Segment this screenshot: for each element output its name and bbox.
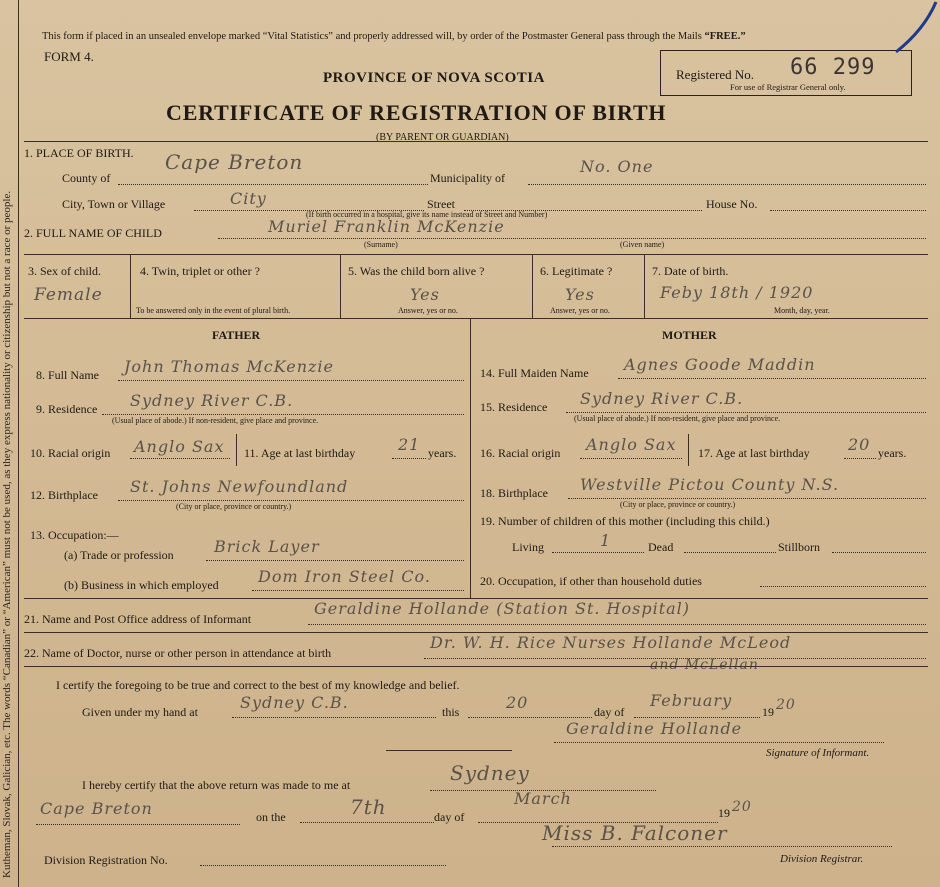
legit-label: 6. Legitimate ? (540, 264, 613, 278)
place-heading: 1. PLACE OF BIRTH. (24, 146, 134, 160)
mail-notice-text: This form if placed in an unsealed envelope marked “Vital Statistics” and properly addressed will, by order of the Postmaster General pass through the Mails (42, 31, 702, 42)
father-business-line (252, 590, 464, 591)
sex-value: Female (34, 285, 103, 305)
municipality-label: Municipality of (430, 171, 505, 185)
father-age-value: 21 (398, 435, 421, 454)
house-label: House No. (706, 197, 758, 211)
day-of-label: day of (594, 705, 625, 719)
mother-res-line (566, 412, 926, 413)
twin-label: 4. Twin, triplet or other ? (140, 264, 260, 278)
doctor-value-2: and McLellan (650, 657, 759, 673)
registered-note: For use of Registrar General only. (730, 82, 846, 92)
county-value: Cape Breton (165, 150, 304, 174)
father-trade-line (206, 560, 464, 561)
month-line (634, 717, 760, 718)
child-name-line (218, 238, 926, 239)
street-label: Street (427, 197, 455, 211)
father-birth-line (118, 500, 464, 501)
doctor-value: Dr. W. H. Rice Nurses Hollande McLeod (430, 633, 792, 652)
div-no-line (200, 865, 446, 866)
dead-line (684, 552, 776, 553)
father-res-value: Sydney River C.B. (130, 391, 294, 410)
registrar-year-prefix: 19 (718, 806, 730, 820)
father-birth-label: 12. Birthplace (30, 488, 98, 502)
registrar-signature: Miss B. Falconer (542, 821, 728, 845)
father-race-label: 10. Racial origin (30, 446, 111, 460)
father-name-value: John Thomas McKenzie (124, 357, 335, 376)
living-value: 1 (600, 531, 612, 550)
legit-note: Answer, yes or no. (550, 306, 610, 315)
stillborn-label: Stillborn (778, 540, 821, 554)
house-line (770, 210, 926, 211)
stillborn-line (832, 552, 926, 553)
this-label: this (442, 705, 460, 719)
on-the-label: on the (256, 810, 286, 824)
mother-age-value: 20 (848, 435, 871, 454)
registered-number: 66 299 (790, 55, 876, 80)
informant-signature: Geraldine Hollande (566, 719, 743, 738)
hospital-note: (If birth occurred in a hospital, give its name instead of Street and Number) (306, 210, 548, 219)
father-years-label: years. (428, 446, 457, 460)
mother-res-label: 15. Residence (480, 400, 548, 414)
father-age-line (392, 458, 426, 459)
father-birth-value: St. Johns Newfoundland (130, 477, 349, 496)
mother-res-note: (Usual place of abode.) If non-resident, give place and province. (574, 414, 781, 423)
child-name-value: Muriel Franklin McKenzie (268, 217, 505, 236)
father-business-value: Dom Iron Steel Co. (258, 567, 431, 586)
mother-res-value: Sydney River C.B. (580, 389, 744, 408)
dead-label: Dead (648, 540, 674, 554)
father-name-line (118, 380, 464, 381)
signature-label: Signature of Informant. (766, 747, 870, 759)
city-label: City, Town or Village (62, 197, 166, 211)
rule (24, 318, 928, 319)
mother-name-line (618, 378, 926, 379)
month-value: February (650, 691, 733, 710)
father-res-note: (Usual place of abode.) If non-resident, give place and province. (112, 416, 319, 425)
given-note: (Given name) (620, 240, 665, 249)
father-name-label: 8. Full Name (36, 368, 99, 382)
registrar-day-of: day of (434, 810, 465, 824)
mail-notice-free: “FREE.” (704, 31, 746, 42)
year-value: 20 (776, 697, 796, 713)
father-trade-label: (a) Trade or profession (64, 548, 174, 562)
informant-line (308, 624, 926, 625)
dob-value: Feby 18th / 1920 (660, 283, 814, 302)
child-name-label: 2. FULL NAME OF CHILD (24, 226, 162, 240)
registrar-month: March (514, 789, 572, 808)
div-no-label: Division Registration No. (44, 853, 168, 867)
year-prefix: 19 (762, 705, 774, 719)
day-value: 20 (506, 693, 529, 712)
father-age-label: 11. Age at last birthday (244, 446, 356, 460)
registrar-year: 20 (732, 799, 752, 815)
children-label: 19. Number of children of this mother (including this child.) (480, 514, 770, 528)
pen-mark (886, 0, 940, 60)
mother-occ-line (760, 586, 926, 587)
mail-notice (42, 30, 746, 44)
rule-short (386, 750, 512, 751)
dob-note: Month, day, year. (774, 306, 830, 315)
mother-age-line (844, 458, 876, 459)
mother-race-line (580, 458, 682, 459)
margin-note: Kutheman, Slovak, Galician, etc. The words “Canadian” or “American” must not be used, as they express nationality or citizenship but not a race or people. (1, 190, 13, 878)
parents-divider (470, 318, 471, 598)
legit-value: Yes (565, 285, 595, 304)
mother-years-label: years. (878, 446, 907, 460)
living-line (552, 552, 644, 553)
day-line (468, 717, 592, 718)
given-line (232, 717, 436, 718)
father-race-line (130, 458, 230, 459)
father-trade-value: Brick Layer (214, 537, 320, 556)
county-line (118, 184, 428, 185)
father-res-line (102, 414, 464, 415)
dob-label: 7. Date of birth. (652, 264, 729, 278)
twin-note: To be answered only in the event of plural birth. (136, 306, 291, 315)
divider (236, 434, 237, 466)
certify-text: I certify the foregoing to be true and correct to the best of my knowledge and belief. (56, 678, 460, 692)
sex-label: 3. Sex of child. (28, 264, 101, 278)
municipality-value: No. One (580, 157, 654, 176)
alive-value: Yes (410, 285, 440, 304)
rule (24, 141, 928, 142)
surname-note: (Surname) (364, 240, 398, 249)
father-birth-note: (City or place, province or country.) (176, 502, 292, 511)
municipality-line (528, 184, 926, 185)
margin-rule (18, 0, 19, 887)
certificate-subtitle: (BY PARENT OR GUARDIAN) (376, 132, 509, 143)
alive-label: 5. Was the child born alive ? (348, 264, 485, 278)
registrar-county-line (36, 824, 240, 825)
registrar-day: 7th (350, 795, 387, 819)
mother-birth-label: 18. Birthplace (480, 486, 548, 500)
div-registrar-label: Division Registrar. (780, 853, 864, 865)
mother-race-label: 16. Racial origin (480, 446, 561, 460)
father-heading: FATHER (212, 328, 261, 342)
given-value: Sydney C.B. (240, 693, 349, 712)
signature-line (554, 742, 884, 743)
father-race-value: Anglo Sax (134, 437, 225, 456)
mother-birth-note: (City or place, province or country.) (620, 500, 736, 509)
informant-label: 21. Name and Post Office address of Informant (24, 612, 252, 626)
living-label: Living (512, 540, 544, 554)
mother-age-label: 17. Age at last birthday (698, 446, 810, 460)
informant-value: Geraldine Hollande (Station St. Hospital) (314, 599, 691, 618)
given-label: Given under my hand at (82, 705, 198, 719)
registrar-text: I hereby certify that the above return was made to me at (82, 778, 351, 792)
divider (688, 434, 689, 466)
mother-name-value: Agnes Goode Maddin (624, 355, 816, 374)
mother-name-label: 14. Full Maiden Name (480, 366, 589, 380)
registrar-sig-line (552, 846, 892, 847)
county-label: County of (62, 171, 111, 185)
father-occ-label: 13. Occupation:— (30, 528, 119, 542)
registrar-county: Cape Breton (40, 799, 153, 818)
registered-label: Registered No. (676, 67, 754, 82)
doctor-label: 22. Name of Doctor, nurse or other person in attendance at birth (24, 646, 332, 660)
rule (24, 254, 928, 255)
divider (644, 254, 645, 318)
divider (340, 254, 341, 318)
form-number: FORM 4. (44, 49, 94, 64)
mother-race-value: Anglo Sax (586, 435, 677, 454)
province-heading: PROVINCE OF NOVA SCOTIA (323, 70, 545, 86)
divider (130, 254, 131, 318)
father-res-label: 9. Residence (36, 402, 98, 416)
father-business-label: (b) Business in which employed (64, 578, 219, 592)
registrar-place: Sydney (450, 761, 530, 785)
mother-heading: MOTHER (662, 328, 717, 342)
city-value: City (230, 189, 267, 208)
alive-note: Answer, yes or no. (398, 306, 458, 315)
rule (24, 666, 928, 667)
divider (532, 254, 533, 318)
mother-birth-line (568, 498, 926, 499)
registrar-day-line (300, 822, 434, 823)
certificate-title: CERTIFICATE OF REGISTRATION OF BIRTH (166, 100, 667, 125)
mother-occ-label: 20. Occupation, if other than household duties (480, 574, 702, 588)
mother-birth-value: Westville Pictou County N.S. (580, 475, 840, 494)
